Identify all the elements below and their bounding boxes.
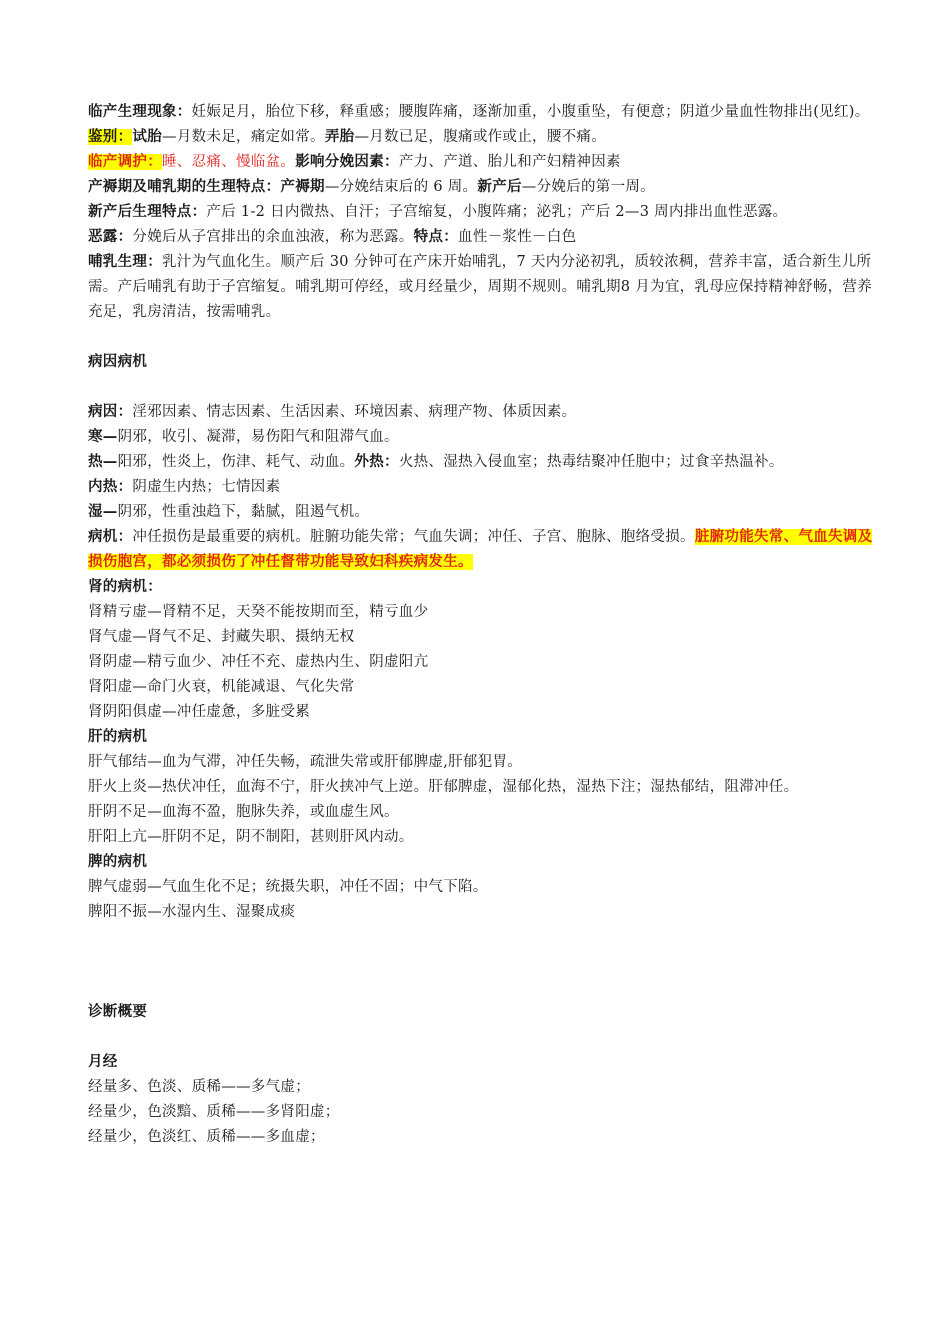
test-fetus-text: —月数未足，痛定如常。 (162, 129, 325, 145)
internal-heat-line (88, 475, 880, 500)
menstruation-item: 经量少，色淡黯、质稀——多肾阳虚； (88, 1104, 340, 1120)
liver-pathogenesis-title: 肝的病机 (88, 729, 148, 745)
cause-line (88, 400, 880, 425)
diagnosis-heading: 诊断概要 (88, 1004, 148, 1020)
lochia-features-text: 血性－浆性－白色 (458, 229, 577, 245)
labor-physiology-line (88, 100, 880, 125)
puerperium-label: 产褥期及哺乳期的生理特点： (88, 179, 281, 195)
damp-line (88, 500, 880, 525)
menstruation-item: 经量多、色淡、质稀——多气虚； (88, 1079, 310, 1095)
heat-line (88, 450, 880, 475)
postpartum-term: 新产后 (477, 179, 522, 195)
kidney-item: 肾精亏虚—肾精不足，天癸不能按期而至，精亏血少 (88, 604, 429, 620)
lochia-label: 恶露： (88, 229, 133, 245)
spacer (88, 325, 880, 350)
cold-text: 阴邪，收引、凝滞，易伤阳气和阻滞气血。 (117, 429, 399, 445)
false-labor-text: —月数已足，腹痛或作或止，腰不痛。 (354, 129, 607, 145)
postpartum-features-text: 产后 1-2 日内微热、自汗；子宫缩复，小腹阵痛；泌乳；产后 2—3 周内排出血性恶露。 (206, 204, 788, 220)
damp-label: 湿— (88, 504, 118, 520)
postpartum-features-line (88, 200, 880, 225)
lochia-features-label: 特点： (413, 229, 459, 245)
spleen-item: 脾阳不振—水湿内生、湿聚成痰 (88, 904, 296, 920)
lochia-text: 分娩后从子宫排出的余血浊液，称为恶露。 (132, 229, 414, 245)
spleen-pathogenesis-title: 脾的病机 (88, 854, 148, 870)
lactation-line (88, 250, 880, 325)
kidney-item: 肾阴虚—精亏血少、冲任不充、虚热内生、阴虚阳亢 (88, 654, 429, 670)
liver-item: 肝阴不足—血海不盈，胞脉失养，或血虚生风。 (88, 804, 399, 820)
spacer (88, 1025, 880, 1050)
differentiation-label: 鉴别： (88, 129, 133, 145)
cause-label: 病因： (88, 404, 133, 420)
puerperium-term: 产褥期 (280, 179, 325, 195)
spacer (88, 925, 880, 1000)
puerperium-line (88, 175, 880, 200)
kidney-item: 肾阳虚—命门火衰，机能减退、气化失常 (88, 679, 355, 695)
puerperium-text: —分娩结束后的 6 周。 (324, 179, 478, 195)
menstruation-subheading: 月经 (88, 1054, 118, 1070)
etiology-heading: 病因病机 (88, 354, 148, 370)
labor-physiology-text: 妊娠足月，胎位下移，释重感；腰腹阵痛，逐渐加重，小腹重坠，有便意；阴道少量血性物排出(见红)。 (191, 104, 870, 120)
labor-care-text: 睡、忍痛、慢临盆。 (162, 154, 296, 170)
lactation-text: 乳汁为气血化生。顺产后 30 分钟可在产床开始哺乳，7 天内分泌初乳，质较浓稠，营养丰富，适合新生儿所需。产后哺乳有助于子宫缩复。哺乳期可停经，或月经量少，周期不规则。哺乳期8 月为宜，乳母应保持精神舒畅，营养充足，乳房清洁，按需哺乳。 (88, 254, 873, 320)
menstruation-item: 经量少，色淡红、质稀——多血虚； (88, 1129, 325, 1145)
lactation-label: 哺乳生理： (88, 254, 162, 270)
heat-text: 阳邪，性炎上，伤津、耗气、动血。 (117, 454, 355, 470)
cause-text: 淫邪因素、情志因素、生活因素、环境因素、病理产物、体质因素。 (132, 404, 577, 420)
lochia-line (88, 225, 880, 250)
postpartum-features-label: 新产后生理特点： (88, 204, 207, 220)
spleen-item: 脾气虚弱—气血生化不足；统摄失职，冲任不固；中气下陷。 (88, 879, 488, 895)
external-heat-text: 火热、湿热入侵血室；热毒结聚冲任胞中；过食辛热温补。 (398, 454, 784, 470)
external-heat-label: 外热： (354, 454, 399, 470)
internal-heat-text: 阴虚生内热；七情因素 (132, 479, 281, 495)
pathogenesis-text: 冲任损伤是最重要的病机。脏腑功能失常；气血失调；冲任、子宫、胞脉、胞络受损。 (132, 529, 695, 545)
liver-item: 肝火上炎—热伏冲任，血海不宁，肝火挟冲气上逆。肝郁脾虚，湿郁化热，湿热下注；湿热郁结，阻滞冲任。 (88, 779, 799, 795)
delivery-factors-label: 影响分娩因素： (295, 154, 399, 170)
spacer (88, 375, 880, 400)
labor-care-label: 临产调护： (88, 154, 162, 170)
kidney-item: 肾阴阳俱虚—冲任虚惫，多脏受累 (88, 704, 310, 720)
heat-label: 热— (88, 454, 118, 470)
cold-line (88, 425, 880, 450)
damp-text: 阴邪，性重浊趋下，黏腻，阻遏气机。 (117, 504, 370, 520)
pathogenesis-line (88, 525, 880, 575)
cold-label: 寒— (88, 429, 118, 445)
liver-item: 肝阳上亢—肝阴不足，阴不制阳，甚则肝风内动。 (88, 829, 414, 845)
liver-item: 肝气郁结—血为气滞，冲任失畅，疏泄失常或肝郁脾虚,肝郁犯胃。 (88, 754, 523, 770)
kidney-item: 肾气虚—肾气不足、封藏失职、摄纳无权 (88, 629, 355, 645)
labor-care-line (88, 150, 880, 175)
differentiation-line (88, 125, 880, 150)
false-labor-term: 弄胎 (324, 129, 355, 145)
kidney-pathogenesis-title: 肾的病机： (88, 579, 162, 595)
labor-physiology-label: 临产生理现象： (88, 104, 192, 120)
delivery-factors-text: 产力、产道、胎儿和产妇精神因素 (398, 154, 621, 170)
internal-heat-label: 内热： (88, 479, 133, 495)
postpartum-text: —分娩后的第一周。 (521, 179, 655, 195)
test-fetus-term: 试胎 (132, 129, 163, 145)
pathogenesis-label: 病机： (88, 529, 133, 545)
pathogenesis-highlight: 脏腑功能失常、气血失调及损伤胞宫，都必须损伤了冲任督带功能导致妇科疾病发生。 (88, 529, 873, 570)
